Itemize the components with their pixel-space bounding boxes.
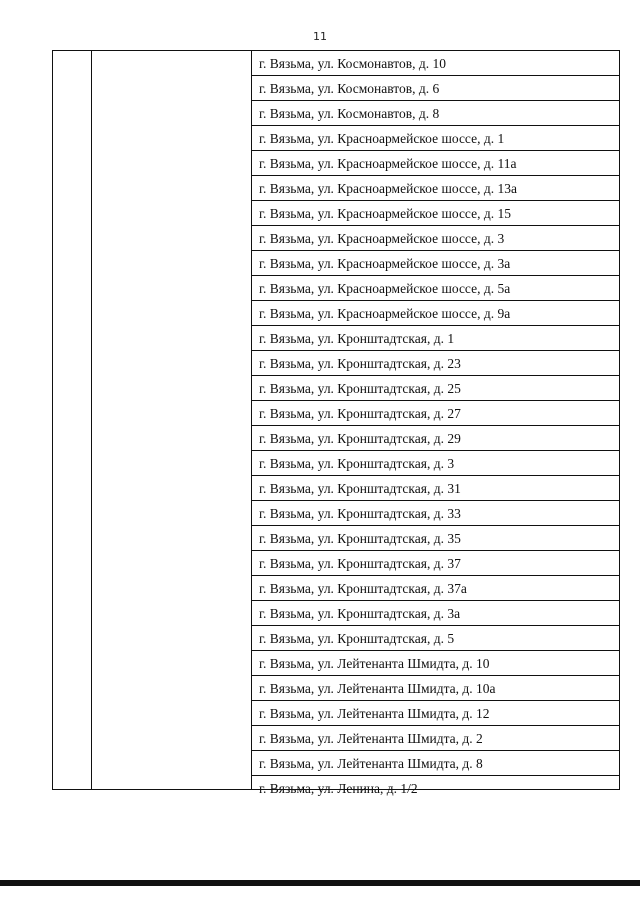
- table-row: г. Вязьма, ул. Красноармейское шоссе, д. 9а: [251, 301, 619, 326]
- table-row: г. Вязьма, ул. Кронштадтская, д. 23: [251, 351, 619, 376]
- table-row: г. Вязьма, ул. Красноармейское шоссе, д. 3а: [251, 251, 619, 276]
- page-number: 11: [313, 30, 327, 43]
- table-row: г. Вязьма, ул. Кронштадтская, д. 3: [251, 451, 619, 476]
- table-row: г. Вязьма, ул. Кронштадтская, д. 33: [251, 501, 619, 526]
- table-row: г. Вязьма, ул. Кронштадтская, д. 1: [251, 326, 619, 351]
- table-row: г. Вязьма, ул. Кронштадтская, д. 37а: [251, 576, 619, 601]
- table-row: г. Вязьма, ул. Кронштадтская, д. 37: [251, 551, 619, 576]
- table-row: г. Вязьма, ул. Космонавтов, д. 6: [251, 76, 619, 101]
- table-row: г. Вязьма, ул. Красноармейское шоссе, д. 5а: [251, 276, 619, 301]
- table-row: г. Вязьма, ул. Космонавтов, д. 10: [251, 51, 619, 76]
- table-row: г. Вязьма, ул. Кронштадтская, д. 3а: [251, 601, 619, 626]
- table-row: г. Вязьма, ул. Лейтенанта Шмидта, д. 10а: [251, 676, 619, 701]
- table-row: г. Вязьма, ул. Лейтенанта Шмидта, д. 8: [251, 751, 619, 776]
- table-row: г. Вязьма, ул. Космонавтов, д. 8: [251, 101, 619, 126]
- table-row: г. Вязьма, ул. Кронштадтская, д. 29: [251, 426, 619, 451]
- table-row: г. Вязьма, ул. Кронштадтская, д. 25: [251, 376, 619, 401]
- table-row: г. Вязьма, ул. Ленина, д. 1/2: [259, 781, 418, 796]
- table-row: г. Вязьма, ул. Кронштадтская, д. 31: [251, 476, 619, 501]
- table-row: г. Вязьма, ул. Красноармейское шоссе, д. 13а: [251, 176, 619, 201]
- table-row: г. Вязьма, ул. Красноармейское шоссе, д. 11а: [251, 151, 619, 176]
- table-row: г. Вязьма, ул. Красноармейское шоссе, д. 1: [251, 126, 619, 151]
- table-row: г. Вязьма, ул. Лейтенанта Шмидта, д. 10: [251, 651, 619, 676]
- scan-edge-bar: [0, 880, 640, 886]
- table-row: г. Вязьма, ул. Красноармейское шоссе, д. 3: [251, 226, 619, 251]
- address-table: [52, 50, 620, 796]
- address-list: [251, 51, 619, 796]
- table-row: г. Вязьма, ул. Лейтенанта Шмидта, д. 12: [251, 701, 619, 726]
- table-row: г. Вязьма, ул. Кронштадтская, д. 27: [251, 401, 619, 426]
- column-divider-1: [91, 51, 92, 789]
- table-row: г. Вязьма, ул. Кронштадтская, д. 5: [251, 626, 619, 651]
- table-row: г. Вязьма, ул. Лейтенанта Шмидта, д. 2: [251, 726, 619, 751]
- table-row: г. Вязьма, ул. Красноармейское шоссе, д. 15: [251, 201, 619, 226]
- table-row: г. Вязьма, ул. Кронштадтская, д. 35: [251, 526, 619, 551]
